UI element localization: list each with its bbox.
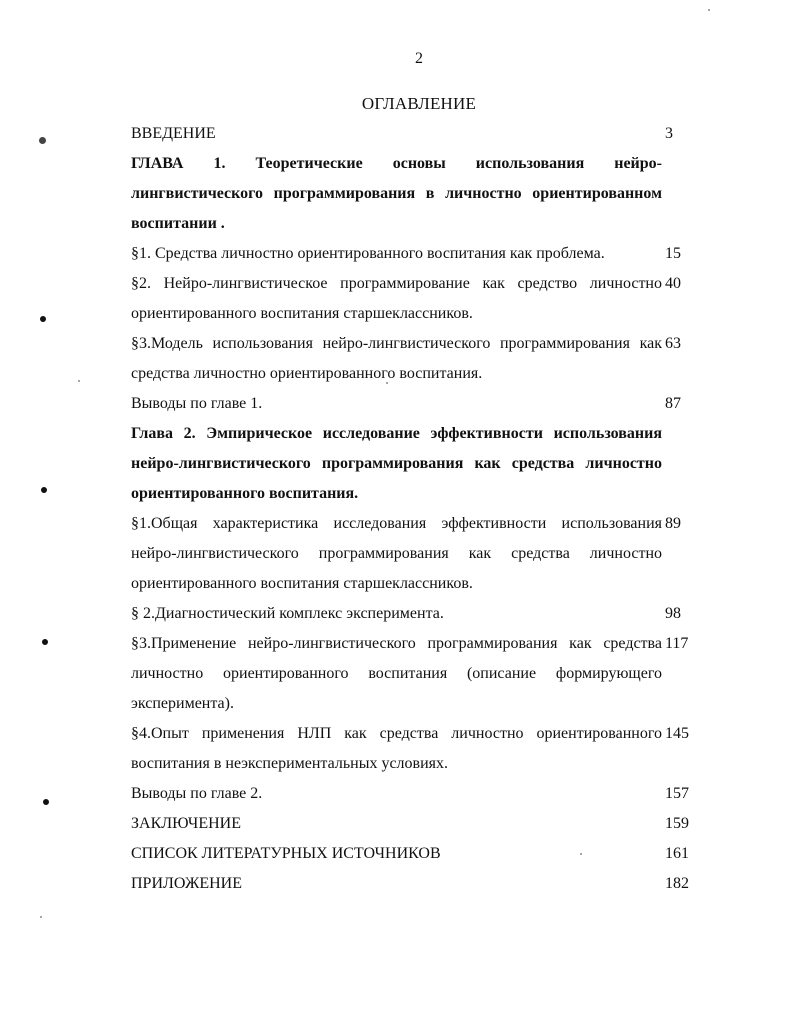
toc-entry-text: ЗАКЛЮЧЕНИЕ bbox=[131, 815, 241, 832]
toc-entry-introduction bbox=[131, 119, 703, 149]
scan-speck bbox=[40, 916, 42, 918]
scan-speck bbox=[580, 853, 582, 855]
toc-entry-ch2-sec1 bbox=[131, 509, 703, 599]
toc-entry-ch1-sec1 bbox=[131, 239, 703, 269]
toc-entry-ch2-sec3 bbox=[131, 629, 703, 719]
toc-entry-ch1-conclusions bbox=[131, 389, 703, 419]
toc-entry-conclusion bbox=[131, 809, 703, 839]
toc-entry-ch2-sec2 bbox=[131, 599, 703, 629]
toc-entry-text: §2. Нейро-лингвистическое программирование как средство личностно ориентированного воспитания старшеклассников. bbox=[131, 275, 662, 322]
toc-entry-text: § 2.Диагностический комплекс эксперимента. bbox=[131, 605, 444, 622]
toc-entry-text: Выводы по главе 1. bbox=[131, 395, 263, 412]
toc-entry-page: 159 bbox=[665, 815, 689, 832]
table-of-contents bbox=[131, 119, 703, 899]
toc-chapter-heading: ГЛАВА 1. Теоретические основы использования нейро-лингвистического программирования в личностно ориентированном воспитании . bbox=[131, 155, 662, 232]
page-number: 2 bbox=[415, 50, 423, 67]
scan-speck bbox=[386, 382, 388, 384]
toc-entry-page: 63 bbox=[665, 335, 681, 352]
binding-hole-mark bbox=[42, 639, 48, 645]
toc-entry-page: 117 bbox=[665, 635, 689, 652]
toc-entry-page: 161 bbox=[665, 845, 689, 862]
binding-hole-mark bbox=[40, 316, 46, 322]
toc-entry-page: 40 bbox=[665, 275, 681, 292]
toc-chapter-heading: Глава 2. Эмпирическое исследование эффективности использования нейро-лингвистического программирования как средства личностно ориентированного воспитания. bbox=[131, 425, 662, 502]
binding-hole-mark bbox=[39, 137, 46, 144]
toc-entry-text: §1. Средства личностно ориентированного воспитания как проблема. bbox=[131, 245, 605, 262]
toc-entry-text: §4.Опыт применения НЛП как средства личностно ориентированного воспитания в неэкспериментальных условиях. bbox=[131, 725, 662, 772]
toc-entry-chapter-2 bbox=[131, 419, 703, 509]
toc-entry-ch2-conclusions bbox=[131, 779, 703, 809]
toc-entry-ch2-sec4 bbox=[131, 719, 703, 779]
binding-hole-mark bbox=[41, 487, 47, 493]
toc-entry-text: §1.Общая характеристика исследования эффективности использования нейро-лингвистического программирования как средства личностно ориентированного воспитания старшеклассников. bbox=[131, 515, 662, 592]
page-title: ОГЛАВЛЕНИЕ bbox=[361, 94, 477, 113]
toc-entry-page: 182 bbox=[665, 875, 689, 892]
toc-entry-ch1-sec2 bbox=[131, 269, 703, 329]
binding-hole-mark bbox=[43, 799, 49, 805]
toc-entry-page: 98 bbox=[665, 605, 681, 622]
toc-entry-ch1-sec3 bbox=[131, 329, 703, 389]
toc-entry-chapter-1 bbox=[131, 149, 703, 239]
toc-entry-bibliography bbox=[131, 839, 703, 869]
toc-entry-page: 157 bbox=[665, 785, 689, 802]
toc-entry-text: Выводы по главе 2. bbox=[131, 785, 263, 802]
toc-entry-text: ВВЕДЕНИЕ bbox=[131, 125, 216, 142]
toc-entry-text: ПРИЛОЖЕНИЕ bbox=[131, 875, 243, 892]
toc-entry-appendix bbox=[131, 869, 703, 899]
toc-entry-text: §3.Применение нейро-лингвистического программирования как средства личностно ориентированного воспитания (описание формирующего эксперимента). bbox=[131, 635, 662, 712]
toc-entry-page: 15 bbox=[665, 245, 681, 262]
toc-entry-text: СПИСОК ЛИТЕРАТУРНЫХ ИСТОЧНИКОВ bbox=[131, 845, 441, 862]
scan-speck bbox=[78, 380, 80, 382]
toc-entry-page: 87 bbox=[665, 395, 681, 412]
toc-entry-page: 145 bbox=[665, 725, 689, 742]
scan-speck bbox=[708, 9, 710, 11]
toc-entry-page: 3 bbox=[665, 125, 673, 142]
toc-entry-page: 89 bbox=[665, 515, 681, 532]
toc-entry-text: §3.Модель использования нейро-лингвистического программирования как средства личностно ориентированного воспитания. bbox=[131, 335, 662, 382]
